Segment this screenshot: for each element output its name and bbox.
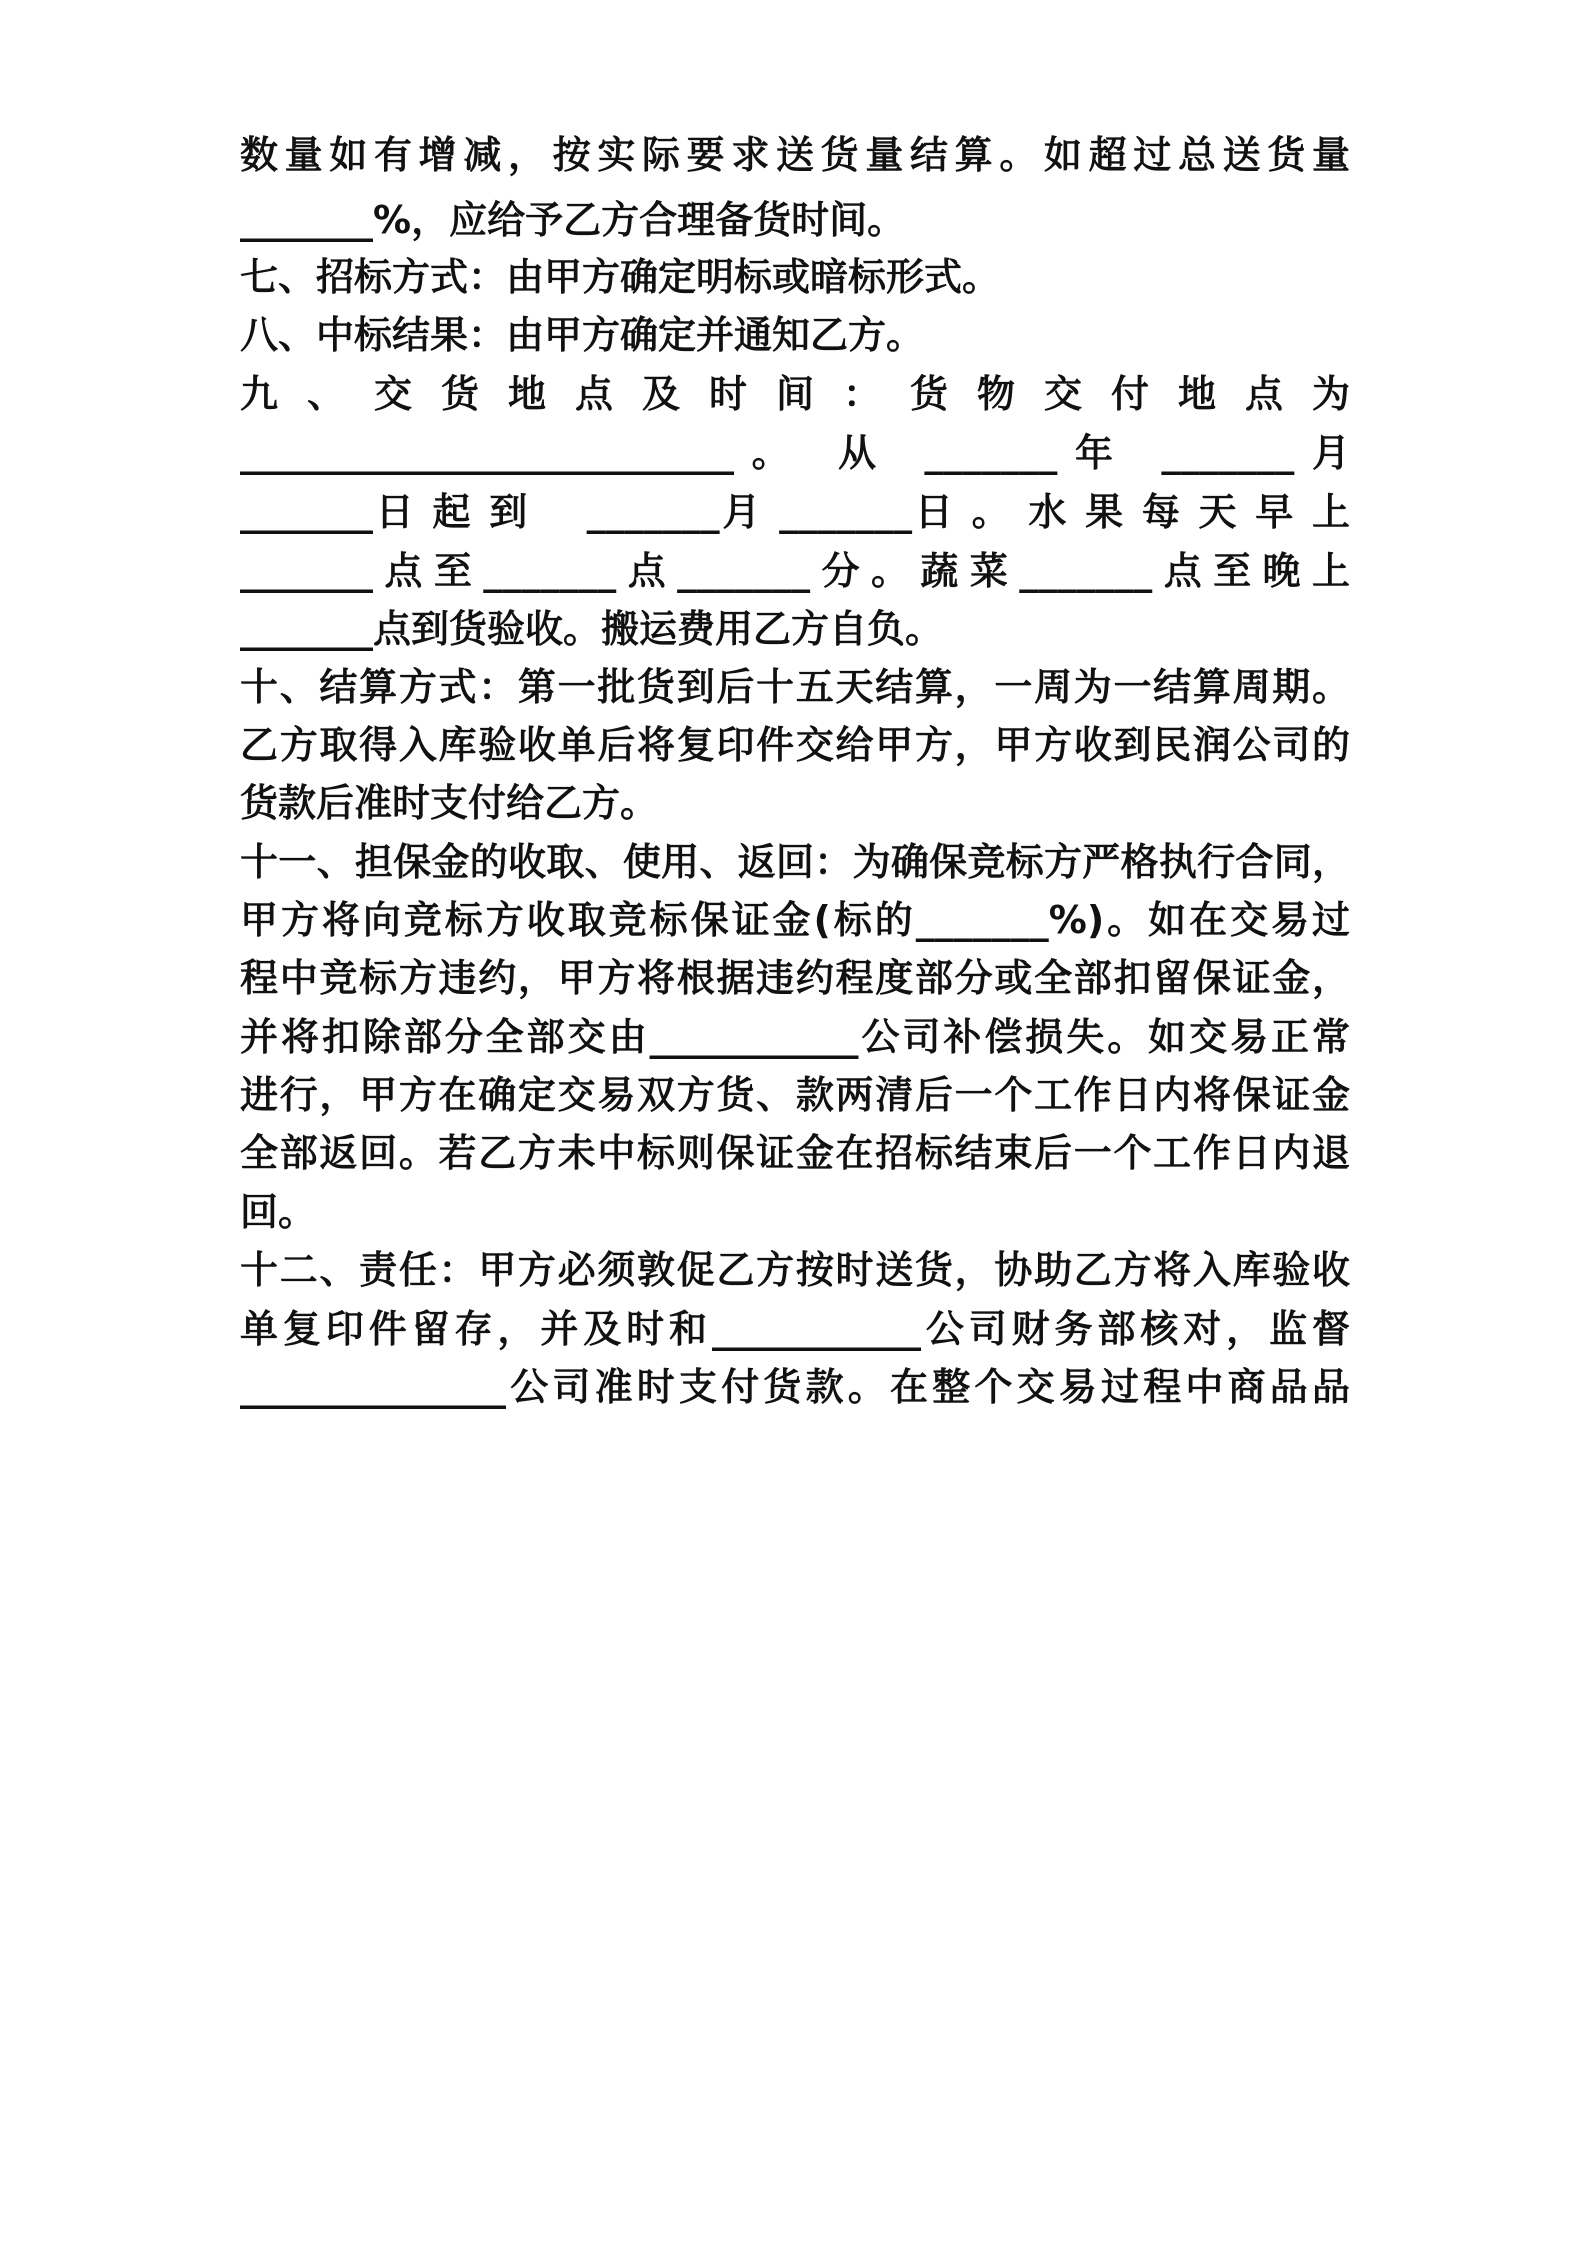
- text-line: _______点至_______点_______分。蔬菜_______点至晚上: [240, 549, 1350, 593]
- text-line: 程中竞标方违约，甲方将根据违约程度部分或全部扣留保证金，: [240, 956, 1350, 1000]
- text-line: 七、招标方式：由甲方确定明标或暗标形式。: [240, 255, 1001, 299]
- text-line: 九 、 交 货 地 点 及 时 间 ： 货 物 交 付 地 点 为: [240, 372, 1350, 416]
- text-line: 回。: [240, 1190, 317, 1234]
- text-line: 货款后准时支付给乙方。: [240, 781, 659, 825]
- text-line: 甲方将向竞标方收取竞标保证金(标的_______%)。如在交易过: [240, 898, 1350, 942]
- text-line: _______点到货验收。搬运费用乙方自负。: [240, 607, 944, 651]
- text-line: ______________公司准时支付货款。在整个交易过程中商品品: [240, 1365, 1350, 1409]
- text-line: _______日 起 到 _______月 _______日 。 水 果 每 天 早 上: [240, 490, 1350, 534]
- text-line: 并将扣除部分全部交由___________公司补偿损失。如交易正常: [240, 1015, 1350, 1059]
- text-line: 十、结算方式：第一批货到后十五天结算，一周为一结算周期。: [240, 665, 1350, 709]
- text-line: 八、中标结果：由甲方确定并通知乙方。: [240, 313, 925, 357]
- text-line: 全部返回。若乙方未中标则保证金在招标结束后一个工作日内退: [240, 1131, 1350, 1175]
- text-line: 数量如有增减，按实际要求送货量结算。如超过总送货量: [240, 133, 1350, 177]
- text-line: 单复印件留存，并及时和___________公司财务部核对，监督: [240, 1307, 1350, 1351]
- text-line: 进行，甲方在确定交易双方货、款两清后一个工作日内将保证金: [240, 1073, 1350, 1117]
- text-line: __________________________。 从 _______年 _______月: [240, 431, 1350, 475]
- text-line: _______%，应给予乙方合理备货时间。: [240, 198, 906, 242]
- text-line: 十一、担保金的收取、使用、返回：为确保竞标方严格执行合同，: [240, 840, 1350, 884]
- text-line: 乙方取得入库验收单后将复印件交给甲方，甲方收到民润公司的: [240, 723, 1350, 767]
- text-line: 十二、责任：甲方必须敦促乙方按时送货，协助乙方将入库验收: [240, 1248, 1350, 1292]
